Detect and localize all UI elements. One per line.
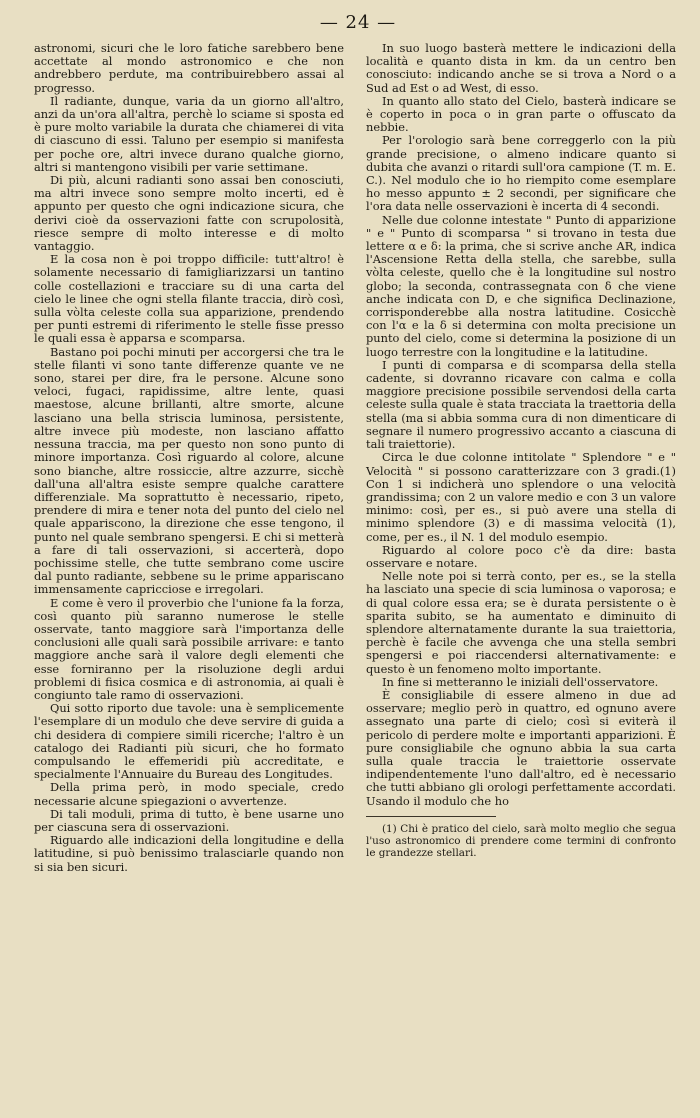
paragraph: Per l'orologio sarà bene correggerlo con la più grande precisione, o almeno indicare quanto si dubita che avanzi o ritardi sull'ora campione (T. m. E. C.). Nel modulo che io ho riempito come esemplare ho messo appunto ± 2 secondi, per significare che l'ora data nelle osservazioni è incerta di 4 secondi. (366, 133, 676, 214)
left-column (34, 42, 344, 874)
paragraph: Nelle due colonne intestate " Punto di apparizione " e " Punto di scomparsa " si trovano in testa due lettere α e δ: la prima, che si scrive anche AR, indica l'Ascensione Retta della stella, che sarebbe, sulla vòlta celeste, quello che è la longitudine sul nostro globo; la seconda, contrassegnata con δ che viene anche indicata con D, e che significa Declinazione, corrisponderebbe alla nostra latitudine. Cosicchè con l'α e la δ si determina con molta precisione un punto del cielo, come si determina la posizione di un luogo terrestre con la longitudine e la latitudine. (366, 212, 676, 359)
right-column (366, 42, 676, 874)
footnote: (1) Chi è pratico del cielo, sarà molto meglio che segua l'uso astronomico di prendere come termini di confronto le grandezze stellari. (366, 822, 676, 859)
paragraph: Circa le due colonne intitolate " Splendore " e " Velocità " si possono caratterizzare con 3 gradi.(1) Con 1 si indicherà uno splendore o una velocità grandissima; con 2 un valore medio e con 3 un valore minimo: così, per es., si può avere una stella di minimo splendore (3) e di massima velocità (1), come, per es., il N. 1 del modulo esempio. (366, 450, 676, 544)
text-columns (34, 42, 682, 874)
paragraph: E come è vero il proverbio che l'unione fa la forza, così quanto più saranno numerose le stelle osservate, tanto maggiore sarà l'importanza delle conclusioni alle quali sarà possibile arrivare: e tanto maggiore anche sarà il valore degli elementi che esse forniranno per la risoluzione degli ardui problemi di fisica cosmica e di astronomia, ai quali è congiunto tale ramo di osservazioni. (34, 595, 344, 702)
paragraph: Riguardo al colore poco c'è da dire: basta osservare e notare. (366, 542, 676, 570)
paragraph: Di tali moduli, prima di tutto, è bene usarne uno per ciascuna sera di osservazioni. (34, 806, 344, 834)
footnote-divider (366, 816, 496, 817)
paragraph: I punti di comparsa e di scomparsa della stella cadente, si dovranno ricavare con calma e colla maggiore precisione possibile servendosi della carta celeste sulla quale è stata tracciata la traettoria della stella (ma si abbia somma cura di non dimenticare di segnare il numero progressivo accanto a ciascuna di tali traiettorie). (366, 357, 676, 452)
paragraph: Il radiante, dunque, varia da un giorno all'altro, anzi da un'ora all'altra, perchè lo sciame si sposta ed è pure molto variabile la durata che chiamerei di vita di ciascuno di essi. Taluno per esempio si manifesta per poche ore, altri invece durano qualche giorno, altri si mantengono visibili per varie settimane. (34, 93, 344, 174)
paragraph: In quanto allo stato del Cielo, basterà indicare se è coperto in poca o in gran parte o offuscato da nebbie. (366, 93, 676, 135)
paragraph: astronomi, sicuri che le loro fatiche sarebbero bene accettate al mondo astronomico e che non andrebbero perdute, ma contribuirebbero assai al progresso. (34, 41, 344, 95)
paragraph: E la cosa non è poi troppo difficile: tutt'altro! è solamente necessario di famigliarizzarsi un tantino colle costellazioni e tracciare su di una carta del cielo le linee che ogni stella filante traccia, dirò così, sulla vòlta celeste colla sua apparizione, prendendo per punti estremi di riferimento le stelle fisse presso le quali essa è apparsa e scomparsa. (34, 252, 344, 346)
paragraph: Riguardo alle indicazioni della longitudine e della latitudine, si può benissimo tralasciarle quando non si sia ben sicuri. (34, 833, 344, 874)
paragraph: Qui sotto riporto due tavole: una è semplicemente l'esemplare di un modulo che deve servire di guida a chi desidera di compiere simili ricerche; l'altro è un catalogo dei Radianti più sicuri, che ho formato compulsando le effemeridi più accreditate, e specialmente l'Annuaire du Bureau des Longitudes. (34, 701, 344, 782)
paragraph: Nelle note poi si terrà conto, per es., se la stella ha lasciato una specie di scia luminosa o vaporosa; e di qual colore essa era; se è durata persistente o è sparita subito, se ha aumentato e diminuito di splendore alternatamente durante la sua traiettoria, perchè è facile che avvenga che una stella sembri spengersi e poi riaccendersi alternativamente: e questo è un fenomeno molto importante. (366, 569, 676, 676)
paragraph: Della prima però, in modo speciale, credo necessarie alcune spiegazioni o avvertenze. (34, 780, 344, 808)
page-number: — 24 — (319, 12, 397, 33)
paragraph: Di più, alcuni radianti sono assai ben conosciuti, ma altri invece sono sempre molto incerti, ed è appunto per questo che ogni indicazione sicura, che derivi cioè da osservazioni fatte con scrupolosità, riesce sempre di molto interesse e di molto vantaggio. (34, 173, 344, 254)
paragraph: È consigliabile di essere almeno in due ad osservare; meglio però in quattro, ed ognuno avere assegnato una parte di cielo; così si eviterà il pericolo di perdere molte e importanti apparizioni. È pure consigliabile che ognuno abbia la sua carta sulla quale traccia le traiettorie osservate indipendentemente l'uno dall'altro, ed è necessario che tutti abbiano gli orologi perfettamente accordati. Usando il modulo che ho (366, 687, 676, 808)
paragraph: In fine si metteranno le iniziali dell'osservatore. (382, 674, 659, 689)
paragraph: Bastano poi pochi minuti per accorgersi che tra le stelle filanti vi sono tante differenze quante ve ne sono, starei per dire, fra le persone. Alcune sono veloci, fugaci, rapidissime, altre lente, quasi maestose, alcune brillanti, altre smorte, alcune lasciano una bella striscia luminosa, persistente, altre invece più modeste, non lasciano affatto nessuna traccia, ma per questo non sono punto di minore importanza. Così riguardo al colore, alcune sono bianche, altre rossiccie, altre azzurre, sicchè dall'una all'altra esiste sempre qualche carattere differenziale. Ma soprattutto è necessario, ripeto, prendere di mira e tener nota del punto del cielo nel quale appariscono, la direzione che esse tengono, il punto nel quale sembrano spengersi. E chi si metterà a fare di tali osservazioni, si accerterà, dopo pochissime stelle, che tutte sembrano come uscire dal punto radiante, sebbene su le prime appariscano immensamente capricciose e irregolari. (34, 344, 344, 597)
paragraph: In suo luogo basterà mettere le indicazioni della località e quanto dista in km. da un centro ben conosciuto: indicando anche se si trova a Nord o a Sud ad Est o ad West, di esso. (366, 41, 676, 95)
